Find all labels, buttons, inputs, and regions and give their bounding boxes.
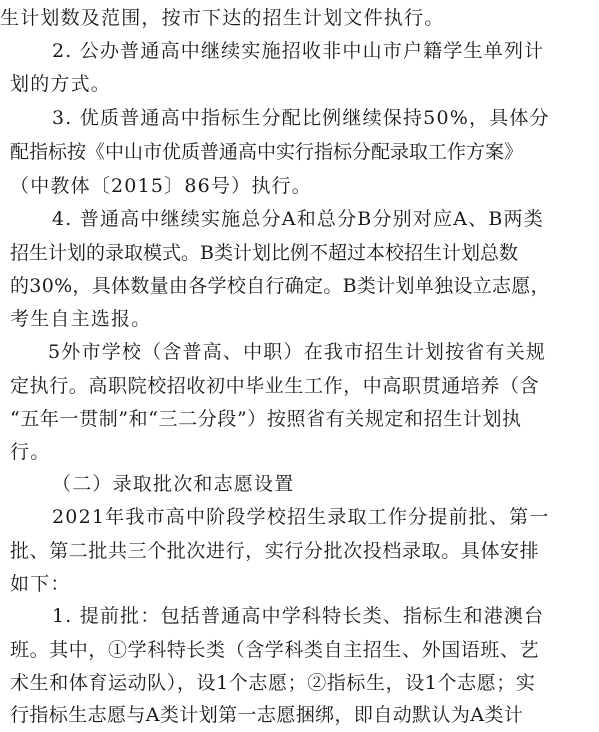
text-line: 3. 优质普通高中指标生分配比例继续保持50%，具体分 <box>52 107 550 129</box>
text-line: 招生计划的录取模式。B类计划比例不超过本校招生计划总数 <box>10 242 518 264</box>
text-line: 批、第二批共三个批次进行，实行分批次投档录取。具体安排 <box>10 540 540 562</box>
text-line: 1. 提前批：包括普通高中学科特长类、指标生和港澳台 <box>52 605 545 627</box>
text-line: 行指标生志愿与A类计划第一志愿捆绑，即自动默认为A类计 <box>10 704 524 726</box>
text-line: 如下： <box>10 573 71 595</box>
text-line: 的30%，具体数量由各学校自行确定。B类计划单独设立志愿， <box>10 275 550 297</box>
text-line: 2. 公办普通高中继续实施招收非中山市户籍学生单列计 <box>52 40 545 62</box>
text-line: “五年一贯制”和“三二分段”）按照省有关规定和招生计划执 <box>10 408 522 430</box>
text-line: 2021年我市高中阶段学校招生录取工作分提前批、第一 <box>52 506 550 528</box>
text-line: 4. 普通高中继续实施总分A和总分B分别对应A、B两类 <box>52 208 544 230</box>
text-line: 行。 <box>10 441 51 463</box>
text-line: （中教体〔2015〕86号）执行。 <box>10 175 312 197</box>
text-line: 考生自主选报。 <box>10 308 152 330</box>
text-line: 划的方式。 <box>10 73 112 95</box>
text-line: 术生和体育运动队），设1个志愿；②指标生，设1个志愿；实 <box>10 672 536 694</box>
text-line: 5外市学校（含普高、中职）在我市招生计划按省有关规 <box>48 341 547 363</box>
section-heading: （二）录取批次和志愿设置 <box>52 473 295 495</box>
text-line: 班。其中，①学科特长类（含学科类自主招生、外国语班、艺 <box>10 639 540 661</box>
text-line: 配指标按《中山市优质普通高中实行指标分配录取工作方案》 <box>10 141 524 163</box>
text-line: 定执行。高职院校招收初中毕业生工作，中高职贯通培养（含 <box>10 375 540 397</box>
text-line: 生计划数及范围，按市下达的招生计划文件执行。 <box>0 7 445 29</box>
